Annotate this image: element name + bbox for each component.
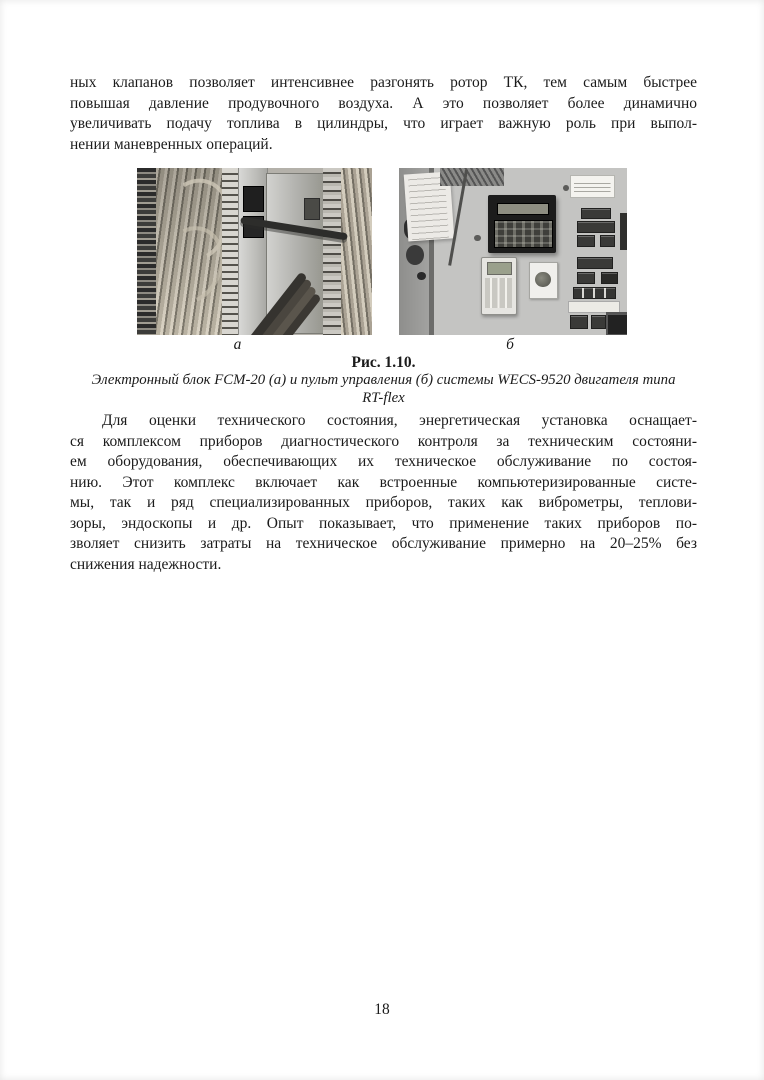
edge-shadow [620,213,627,250]
text-line: Для оценки технического состояния, энергетическая установка оснащает- [102,412,697,429]
page-number: 18 [374,1001,390,1018]
cable-bundle-right [341,168,372,335]
text-line: нении маневренных операций. [70,135,273,153]
text-line: нию. Этот комплекс включает как встроенные компьютеризированные систе- [70,473,697,491]
panel-button [577,272,595,284]
terminal-strip-middle [222,168,238,335]
text-line: мы, так и ряд специализированных приборов, таких как виброметры, теплови- [70,494,697,511]
panel-button [601,272,618,284]
photo-control-panel-wecs9520 [399,168,627,335]
panel-button-framed [606,312,627,335]
panel-button [577,235,595,247]
photo-a-label: а [233,336,242,353]
module-label [304,198,320,220]
terminal-strip-right [323,168,342,335]
text-line: снижения надежности. [70,555,222,573]
text-line: ем оборудования, обеспечивающих их техническое обслуживание по состоя- [70,453,697,470]
panel-button [600,235,616,247]
panel-button [591,315,607,329]
photo-electronic-unit-fcm20 [137,168,372,335]
panel-button [581,208,610,219]
door-handle [406,245,424,265]
paragraph-body [70,411,697,575]
text-line: зволяет снизить затраты на техническое обслуживание примерно на 20–25% без [70,535,697,552]
figure-caption-text: RT-flex [362,390,405,406]
text-line: повышая давление продувочного воздуха. А это позволяет более динамично [70,94,697,112]
figure-caption-text: Электронный блок FCM-20 (а) и пульт управления (б) системы WECS-9520 двигателя типа [91,372,676,388]
photo-b-label: б [506,336,514,353]
terminal-blocks-left [137,168,156,335]
text-line: ных клапанов позволяет интенсивнее разгонять ротор ТК, тем самым быстрее [70,74,697,91]
text-line: увеличивать подачу топлива в цилиндры, что играет важную роль при выпол- [70,115,697,132]
panel-button [577,257,613,270]
cable-mesh-top [440,168,504,186]
paragraph-top [70,73,697,155]
keypad-keys [485,278,512,308]
lcd-screen-main [494,220,553,249]
rotary-switch-knob [535,272,551,288]
text-line: ся комплексом приборов диагностического контроля за техническим состояни- [70,432,697,450]
panel-button [570,315,588,329]
keypad-lcd [487,262,512,276]
lcd-screen-top [497,203,549,215]
text-line: зоры, эндоскопы и др. Опыт показывает, что применение таких приборов по- [70,514,697,532]
panel-button [577,221,615,233]
screw [474,235,481,242]
figure-caption-title: Рис. 1.10. [351,354,416,371]
panel-button-row [573,287,616,299]
label-sticker-top-right [570,175,615,199]
connector-block [243,186,264,211]
screw [563,185,569,191]
